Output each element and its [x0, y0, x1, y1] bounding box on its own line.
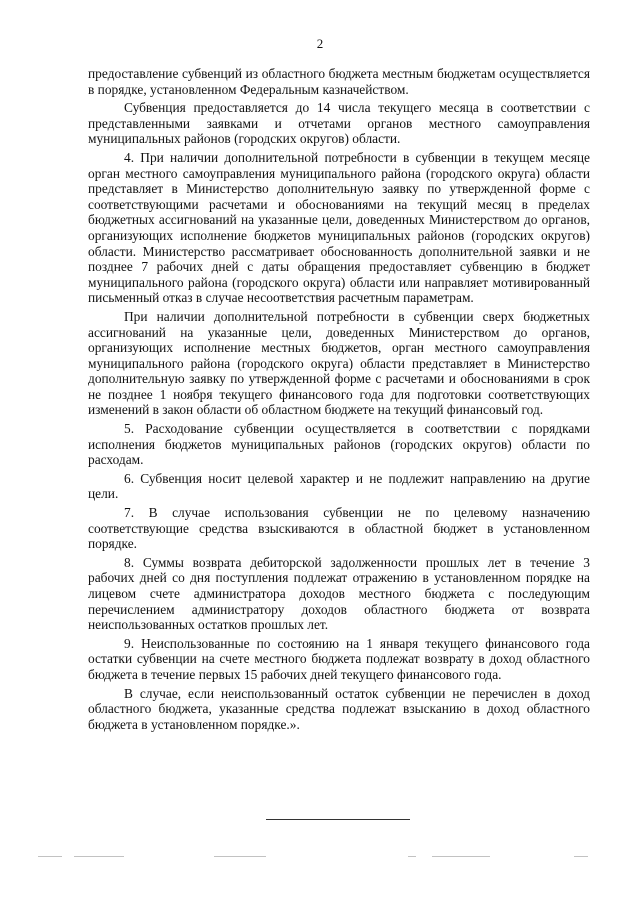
scan-artifact: [38, 856, 62, 857]
page-number: 2: [316, 36, 324, 51]
paragraph-item-7: 7. В случае использования субвенции не по целевому назначению соответствующие средства взыскиваются в областной бюджет в установленном порядке.: [88, 505, 590, 552]
paragraph-additional-need: При наличии дополнительной потребности в субвенции сверх бюджетных ассигнований на указанные цели, доведенных Министерством до органов, организующих исполнение местных бюджетов, орган местного самоуправления муниципального района (городского округа) области представляет в Министерство дополнительную заявку по утвержденной форме с расчетами и обоснованиями в срок не позднее 1 ноября текущего финансового года для подготовки соответствующих изменений в закон области об областном бюджете на текущий финансовый год.: [88, 308, 590, 418]
paragraph-item-9: 9. Неиспользованные по состоянию на 1 января текущего финансового года остатки субвенции на счете местного бюджета подлежат возврату в доход областного бюджета в течение первых 15 рабочих дней текущего финансового года.: [88, 635, 590, 682]
document-body: [88, 66, 590, 735]
paragraph-item-6: 6. Субвенция носит целевой характер и не подлежит направлению на другие цели.: [88, 470, 590, 502]
paragraph-continuation: предоставление субвенций из областного бюджета местным бюджетам осуществляется в порядке, установленном Федеральным казначейством.: [88, 66, 590, 97]
scan-artifact: [408, 856, 416, 857]
paragraph-closing: В случае, если неиспользованный остаток субвенции не перечислен в доход областного бюджета, указанные средства подлежат взысканию в доход областного бюджета в установленном порядке.».: [88, 685, 590, 732]
scan-artifact: [432, 856, 490, 857]
separator-line: [266, 819, 410, 820]
paragraph-item-5: 5. Расходование субвенции осуществляется в соответствии с порядками исполнения бюджетов муниципальных районов (городских округов) области по расходам.: [88, 421, 590, 468]
paragraph-item-4: 4. При наличии дополнительной потребности в субвенции в текущем месяце орган местного самоуправления муниципального района (городского округа) области представляет в Министерство дополнительную заявку по утвержденной форме с соответствующими расчетами и обоснованиями на текущий месяц в пределах бюджетных ассигнований на указанные цели, доведенных Министерством до органов, организующих исполнение бюджетов муниципальных районов (городских округов) области. Министерство рассматривает обоснованность дополнительной заявки и не позднее 7 рабочих дней с даты обращения предоставляет субвенцию в бюджет муниципального района (городского округа) области или направляет мотивированный письменный отказ в случае несоответствия расчетным параметрам.: [88, 149, 590, 306]
scan-artifact: [74, 856, 124, 857]
scan-artifact: [214, 856, 266, 857]
paragraph-item-8: 8. Суммы возврата дебиторской задолженности прошлых лет в течение 3 рабочих дней со дня поступления подлежат отражению в установленном порядке на лицевом счете администратора доходов местного бюджета с последующим перечислением администратору доходов областного бюджета от возврата неиспользованных остатков прошлых лет.: [88, 554, 590, 633]
scan-artifact: [574, 856, 588, 857]
paragraph-subvention-deadline: Субвенция предоставляется до 14 числа текущего месяца в соответствии с представленными заявками и отчетами органов местного самоуправления муниципальных районов (городских округов) области.: [88, 100, 590, 147]
